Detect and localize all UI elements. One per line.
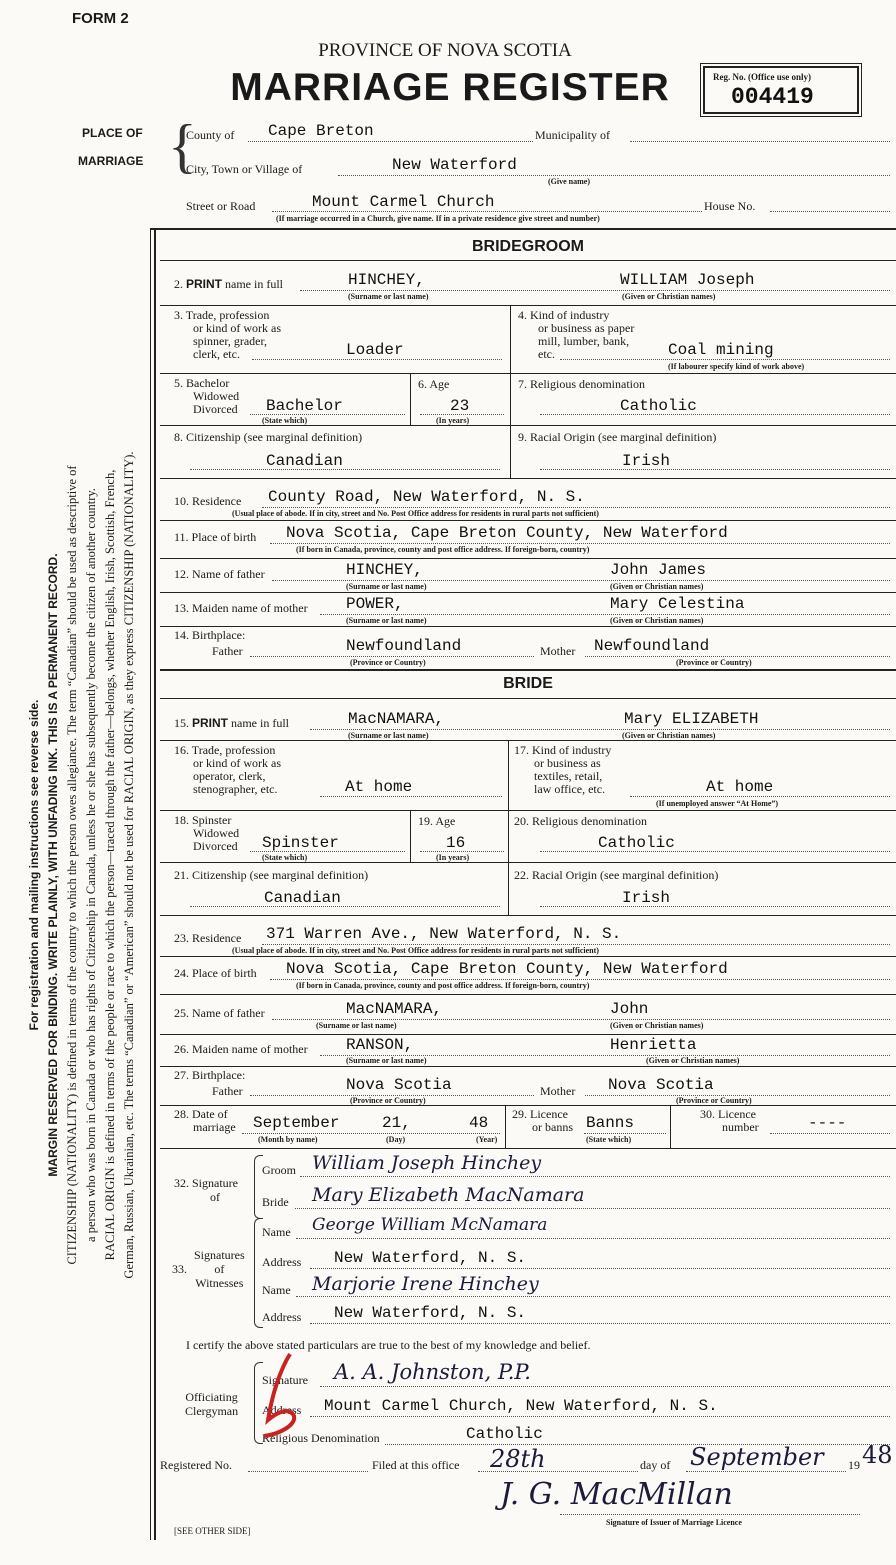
province-note: (Province or Country) <box>350 1096 426 1105</box>
groom-trade: Loader <box>346 341 404 359</box>
mother-label: Mother <box>540 644 576 658</box>
clergy-address: Mount Carmel Church, New Waterford, N. S. <box>324 1397 718 1415</box>
groom-citizenship-label: 8. Citizenship (see marginal definition) <box>174 430 363 444</box>
surname-note: (Surname or last name) <box>348 292 429 301</box>
page-title: MARRIAGE REGISTER <box>230 66 670 109</box>
bride-mother-surname: RANSON, <box>346 1036 414 1054</box>
licence-label: 29. Licence or banns <box>512 1107 573 1134</box>
groom-residence: County Road, New Waterford, N. S. <box>268 488 585 506</box>
bride-father-given: John <box>610 1000 649 1018</box>
groom-trade-label: 3. Trade, profession or kind of work as spinner, grader, clerk, etc. <box>174 308 281 361</box>
surname-note: (Surname or last name) <box>348 731 429 740</box>
given-note: (Given or Christian names) <box>610 582 704 591</box>
groom-racial-label: 9. Racial Origin (see marginal definition) <box>518 430 717 444</box>
bride-citizenship: Canadian <box>264 889 341 907</box>
margin-line-5: RACIAL ORIGIN is defined in terms of the people or race to which the person—traced through the father—belongs, whether English, Irish, Scottish, French, <box>103 469 117 1261</box>
officiating-clergyman-label: Officiating Clergyman <box>185 1390 239 1418</box>
witness1-signature: George William McNamara <box>312 1215 548 1235</box>
bride-marital-status: Spinster <box>262 834 339 852</box>
city-label: City, Town or Village of <box>186 162 303 176</box>
groom-birthplace-label: 11. Place of birth <box>174 530 257 544</box>
year-prefix: 19 <box>848 1458 860 1472</box>
groom-status-label: 5. Bachelor Widowed Divorced <box>174 376 240 416</box>
groom-industry-label: 4. Kind of industry or business as paper mill, lumber, bank, etc. <box>518 308 635 361</box>
mother-label: Mother <box>540 1084 576 1098</box>
father-label: Father <box>212 644 243 658</box>
witness2-address-label: Address <box>262 1310 302 1324</box>
licence-number-label: 30. Licence number <box>700 1107 759 1134</box>
groom-mother-surname: POWER, <box>346 595 404 613</box>
filed-label: Filed at this office <box>372 1458 460 1472</box>
bride-surname: MacNAMARA, <box>348 710 445 728</box>
father-label: Father <box>212 1084 243 1098</box>
witness1-address-label: Address <box>262 1255 302 1269</box>
bride-name-label: 15. PRINT name in full <box>174 716 289 730</box>
surname-note: (Surname or last name) <box>346 1056 427 1065</box>
bride-industry: At home <box>706 778 774 796</box>
bride-residence-label: 23. Residence <box>174 931 242 945</box>
bride-trade-label: 16. Trade, profession or kind of work as operator, clerk, stenographer, etc. <box>174 743 281 796</box>
place-label-1: PLACE OF <box>82 126 143 140</box>
issuer-signature: J. G. MacMillan <box>500 1477 733 1512</box>
bride-father-birthplace: Nova Scotia <box>346 1076 452 1094</box>
give-name-note: (Give name) <box>548 177 590 186</box>
bride-industry-label: 17. Kind of industry or business as textiles, retail, law office, etc. <box>514 743 612 796</box>
bride-father-label: 25. Name of father <box>174 1006 265 1020</box>
groom-parents-birthplace-label: 14. Birthplace: <box>174 628 246 642</box>
witness2-address: New Waterford, N. S. <box>334 1304 527 1322</box>
groom-age: 23 <box>450 397 470 415</box>
bride-father-surname: MacNAMARA, <box>346 1000 443 1018</box>
groom-mother-given: Mary Celestina <box>610 595 745 613</box>
street-value: Mount Carmel Church <box>312 193 495 211</box>
bride-racial-origin: Irish <box>622 889 671 907</box>
groom-signature-label: Groom <box>262 1163 296 1177</box>
clergy-address-label: Address <box>262 1403 302 1417</box>
groom-racial-origin: Irish <box>622 452 671 470</box>
bride-birthplace-label: 24. Place of birth <box>174 966 257 980</box>
brace-icon: { <box>168 113 197 179</box>
margin-line-1: For registration and mailing instructions see reverse side. <box>27 699 41 1031</box>
year-note: (Year) <box>476 1135 498 1144</box>
bride-signature-label: Bride <box>262 1195 289 1209</box>
groom-religion: Catholic <box>620 397 697 415</box>
witnesses-number: 33. <box>172 1262 187 1276</box>
section-bride: BRIDE <box>503 675 553 692</box>
day-note: (Day) <box>386 1135 406 1144</box>
given-note: (Given or Christian names) <box>646 1056 740 1065</box>
reg-number-box <box>703 66 859 114</box>
groom-father-surname: HINCHEY, <box>346 561 423 579</box>
clergy-denomination-label: Religious Denomination <box>262 1431 380 1445</box>
witness2-name-label: Name <box>262 1283 291 1297</box>
groom-citizenship: Canadian <box>266 452 343 470</box>
licence-or-banns: Banns <box>586 1114 635 1132</box>
bride-religion-label: 20. Religious denomination <box>514 814 647 828</box>
bride-mother-label: 26. Maiden name of mother <box>174 1042 308 1056</box>
age-note: (In years) <box>436 416 470 425</box>
residence-note: (Usual place of abode. If in city, street and No. Post Office address for residents in rural parts not sufficient) <box>232 509 599 518</box>
bride-given-names: Mary ELIZABETH <box>624 710 759 728</box>
house-label: House No. <box>704 199 756 213</box>
residence-note: (Usual place of abode. If in city, street and No. Post Office address for residents in rural parts not sufficient) <box>232 946 599 955</box>
filed-year: 48 <box>862 1441 893 1469</box>
province-title: PROVINCE OF NOVA SCOTIA <box>318 40 572 61</box>
groom-mother-label: 13. Maiden name of mother <box>174 601 308 615</box>
bride-parents-birthplace-label: 27. Birthplace: <box>174 1068 246 1082</box>
groom-given-names: WILLIAM Joseph <box>620 271 755 289</box>
city-value: New Waterford <box>392 156 517 174</box>
marriage-month: September <box>253 1114 340 1132</box>
groom-father-given: John James <box>610 561 707 579</box>
margin-instructions <box>25 285 145 1445</box>
given-note: (Given or Christian names) <box>610 616 704 625</box>
filed-month: September <box>690 1443 824 1471</box>
groom-father-label: 12. Name of father <box>174 567 265 581</box>
section-bridegroom: BRIDEGROOM <box>472 238 584 255</box>
industry-note: (If unemployed answer “At Home”) <box>656 799 779 808</box>
industry-note: (If labourer specify kind of work above) <box>668 362 805 371</box>
witness2-signature: Marjorie Irene Hinchey <box>312 1273 539 1295</box>
street-label: Street or Road <box>186 199 256 213</box>
reg-number: 004419 <box>731 84 814 110</box>
surname-note: (Surname or last name) <box>316 1021 397 1030</box>
street-note: (If marriage occurred in a Church, give name. If in a private residence give street and number) <box>276 214 600 223</box>
filed-day: 28th <box>490 1445 546 1473</box>
witnesses-label: Signatures of Witnesses <box>194 1248 245 1290</box>
province-note: (Province or Country) <box>676 658 752 667</box>
certification-statement: I certify the above stated particulars are true to the best of my knowledge and belief. <box>186 1338 591 1352</box>
bride-citizenship-label: 21. Citizenship (see marginal definition) <box>174 868 369 882</box>
bride-status-label: 18. Spinster Widowed Divorced <box>174 813 240 853</box>
marriage-day: 21, <box>382 1114 411 1132</box>
margin-line-6: German, Russian, Ukrainian, etc. The terms “Canadian” or “American” should not be used for RACIAL ORIGIN, as they express CITIZENSHIP (NATIONALITY). <box>122 451 136 1279</box>
licence-number: ---- <box>808 1114 847 1132</box>
day-of-label: day of <box>640 1458 671 1472</box>
issuer-signature-label: Signature of Issuer of Marriage Licence <box>606 1518 742 1527</box>
bride-signature: Mary Elizabeth MacNamara <box>312 1184 585 1206</box>
red-check-mark-icon <box>250 1350 320 1440</box>
groom-birthplace: Nova Scotia, Cape Breton County, New Waterford <box>286 524 728 542</box>
groom-marital-status: Bachelor <box>266 397 343 415</box>
groom-religion-label: 7. Religious denomination <box>518 377 645 391</box>
birthplace-note: (If born in Canada, province, county and post office address. If foreign-born, country) <box>296 981 590 990</box>
groom-mother-birthplace: Newfoundland <box>594 637 710 655</box>
bride-religion: Catholic <box>598 834 675 852</box>
groom-signature: William Joseph Hinchey <box>312 1152 542 1174</box>
given-note: (Given or Christian names) <box>622 292 716 301</box>
municipality-label: Municipality of <box>535 128 610 142</box>
marriage-date-label: 28. Date of marriage <box>174 1107 236 1134</box>
groom-residence-label: 10. Residence <box>174 494 242 508</box>
bride-mother-birthplace: Nova Scotia <box>608 1076 714 1094</box>
form-number: FORM 2 <box>72 10 129 27</box>
place-label-2: MARRIAGE <box>78 154 144 168</box>
marriage-year: 48 <box>469 1114 489 1132</box>
county-value: Cape Breton <box>268 122 374 140</box>
groom-name-label: 2. PRINT name in full <box>174 277 283 291</box>
month-note: (Month by name) <box>258 1135 318 1144</box>
state-which-note: (State which) <box>586 1135 632 1144</box>
groom-age-label: 6. Age <box>418 377 450 391</box>
state-which-note: (State which) <box>262 416 308 425</box>
margin-line-2: MARGIN RESERVED FOR BINDING. WRITE PLAINLY, WITH UNFADING INK. THIS IS A PERMANENT RECORD. <box>46 553 60 1177</box>
state-which-note: (State which) <box>262 853 308 862</box>
margin-line-3: CITIZENSHIP (NATIONALITY) is defined in terms of the country to which the person owes allegiance. The term “Canadian” should be used as descriptive of <box>65 465 79 1265</box>
bride-mother-given: Henrietta <box>610 1036 697 1054</box>
see-other-side: [SEE OTHER SIDE] <box>174 1526 251 1536</box>
given-note: (Given or Christian names) <box>610 1021 704 1030</box>
surname-note: (Surname or last name) <box>346 616 427 625</box>
bride-age: 16 <box>446 834 466 852</box>
surname-note: (Surname or last name) <box>346 582 427 591</box>
registered-number-label: Registered No. <box>160 1458 232 1472</box>
groom-father-birthplace: Newfoundland <box>346 637 462 655</box>
clergy-denomination: Catholic <box>466 1425 543 1443</box>
province-note: (Province or Country) <box>676 1096 752 1105</box>
age-note: (In years) <box>436 853 470 862</box>
witness1-address: New Waterford, N. S. <box>334 1249 527 1267</box>
witness1-name-label: Name <box>262 1225 291 1239</box>
bride-residence: 371 Warren Ave., New Waterford, N. S. <box>266 925 622 943</box>
groom-surname: HINCHEY, <box>348 271 425 289</box>
county-label: County of <box>186 128 235 142</box>
bride-trade: At home <box>345 778 413 796</box>
birthplace-note: (If born in Canada, province, county and post office address. If foreign-born, country) <box>296 545 590 554</box>
given-note: (Given or Christian names) <box>622 731 716 740</box>
clergy-signature: A. A. Johnston, P.P. <box>334 1360 531 1384</box>
bride-birthplace: Nova Scotia, Cape Breton County, New Waterford <box>286 960 728 978</box>
bride-age-label: 19. Age <box>418 814 456 828</box>
signature-label: 32. Signature of <box>174 1176 238 1204</box>
bride-racial-label: 22. Racial Origin (see marginal definition) <box>514 868 719 882</box>
reg-number-label: Reg. No. (Office use only) <box>713 72 811 82</box>
groom-industry: Coal mining <box>668 341 774 359</box>
province-note: (Province or Country) <box>350 658 426 667</box>
clergy-signature-label: Signature <box>262 1373 308 1387</box>
margin-line-4: a person who was born in Canada or who has rights of Citizenship in Canada, unless he or she has subsequently become the citizen of another country. <box>84 488 98 1242</box>
